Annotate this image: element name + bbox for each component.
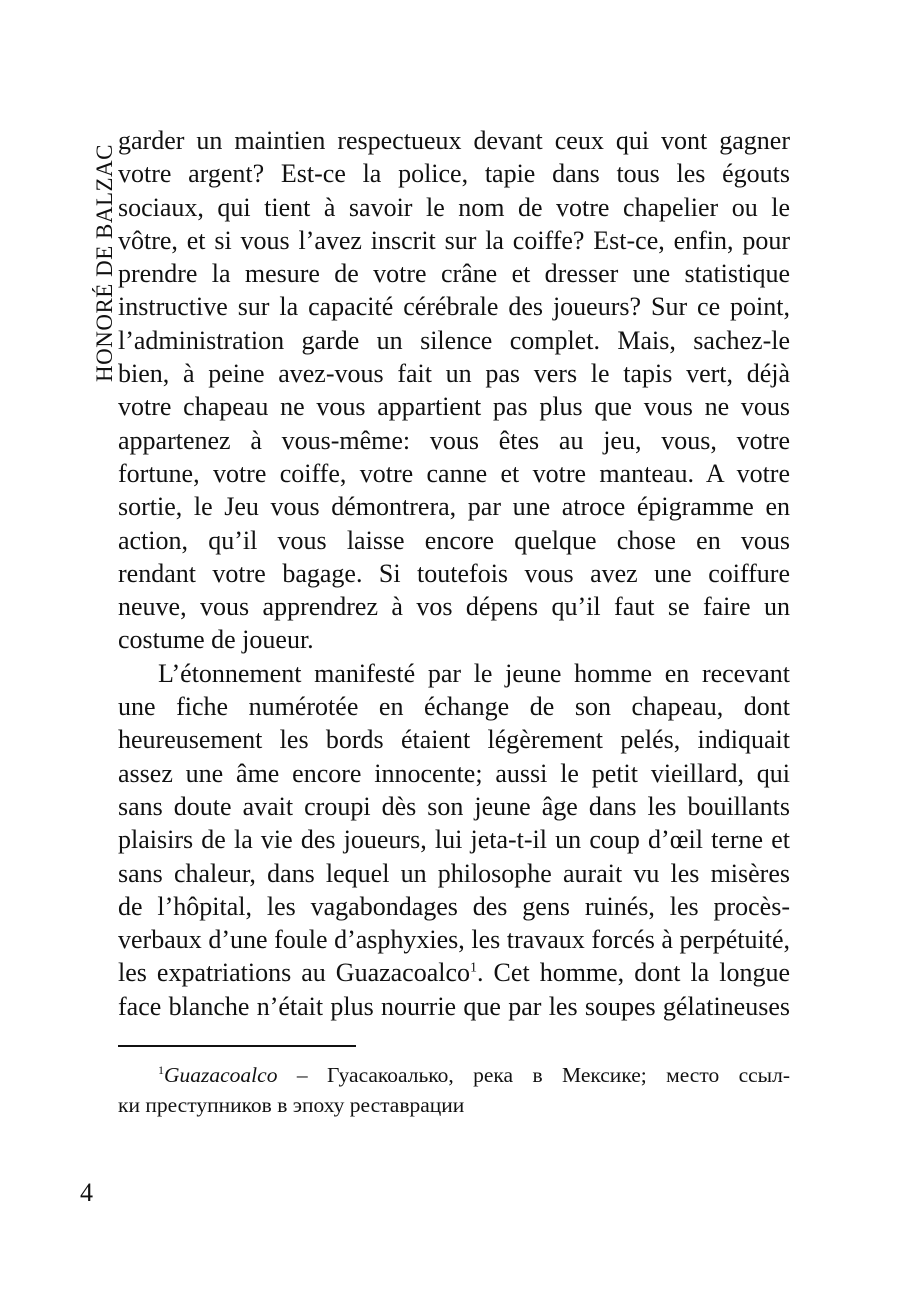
text-line: heureusement les bords étaient légèrement pelés, indiquait bbox=[118, 725, 790, 755]
text-line: appartenez à vous-même: vous êtes au jeu, vous, votre bbox=[118, 425, 790, 455]
footnote-line: ки преступников в эпоху реставрации bbox=[118, 1093, 465, 1117]
text-line: sociaux, qui tient à savoir le nom de votre chapelier ou le bbox=[118, 192, 790, 222]
text-line: verbaux d’une foule d’asphyxies, les travaux forcés à perpétuité, bbox=[118, 925, 790, 955]
footnote-marker: 1 bbox=[158, 1062, 164, 1077]
text-line: rendant votre bagage. Si toutefois vous avez une coiffure bbox=[118, 558, 790, 588]
text-line: bien, à peine avez-vous fait un pas vers le tapis vert, déjà bbox=[118, 359, 790, 389]
footnote-line bbox=[118, 1060, 790, 1090]
text-line-with-footnote-ref bbox=[118, 956, 790, 989]
running-head-author: HONORÉ DE BALZAC bbox=[92, 144, 117, 382]
text-line: sans doute avait croupi dès son jeune âge dans les bouillants bbox=[118, 791, 790, 821]
footnote-separator bbox=[118, 1045, 356, 1047]
footnote bbox=[118, 1060, 790, 1120]
footnote-text: – Гуасакоалько, река в Мексике; место ссыл- bbox=[277, 1063, 790, 1087]
text-segment: . Cet homme, dont la longue bbox=[477, 958, 791, 988]
body-text bbox=[118, 124, 790, 1023]
text-segment: les expatriations au Guazacoalco bbox=[118, 958, 471, 988]
text-line: garder un maintien respectueux devant ceux qui vont gagner bbox=[118, 126, 790, 155]
text-line: votre argent? Est-ce la police, tapie dans tous les égouts bbox=[118, 159, 790, 189]
page-number: 4 bbox=[80, 1178, 93, 1207]
text-line: sans chaleur, dans lequel un philosophe aurait vu les misères bbox=[118, 858, 790, 888]
text-line: votre chapeau ne vous appartient pas plus que vous ne vous bbox=[118, 392, 790, 422]
text-line: plaisirs de la vie des joueurs, lui jeta-t-il un coup d’œil terne et bbox=[118, 825, 790, 855]
text-line: L’étonnement manifesté par le jeune homme en recevant bbox=[158, 658, 790, 688]
text-line: instructive sur la capacité cérébrale des joueurs? Sur ce point, bbox=[118, 292, 790, 322]
text-line: vôtre, et si vous l’avez inscrit sur la coiffe? Est-ce, enfin, pour bbox=[118, 225, 790, 255]
footnote-reference[interactable]: 1 bbox=[470, 960, 478, 976]
footnote-term: Guazacoalco bbox=[164, 1063, 278, 1087]
text-line: sortie, le Jeu vous démontrera, par une atroce épigramme en bbox=[118, 492, 790, 522]
text-line: assez une âme encore innocente; aussi le petit vieillard, qui bbox=[118, 758, 790, 788]
text-line: costume de joueur. bbox=[118, 625, 314, 655]
text-line: neuve, vous apprendrez à vos dépens qu’il faut se faire un bbox=[118, 592, 790, 622]
text-line: prendre la mesure de votre crâne et dresser une statistique bbox=[118, 259, 790, 289]
text-line: une fiche numérotée en échange de son chapeau, dont bbox=[118, 692, 790, 722]
text-line: l’administration garde un silence complet. Mais, sachez-le bbox=[118, 325, 790, 355]
text-line: fortune, votre coiffe, votre canne et votre manteau. A votre bbox=[118, 458, 790, 488]
text-line: action, qu’il vous laisse encore quelque chose en vous bbox=[118, 525, 790, 555]
text-line: face blanche n’était plus nourrie que par les soupes gélatineuses bbox=[118, 991, 790, 1021]
text-line: de l’hôpital, les vagabondages des gens ruinés, les procès- bbox=[118, 891, 790, 921]
